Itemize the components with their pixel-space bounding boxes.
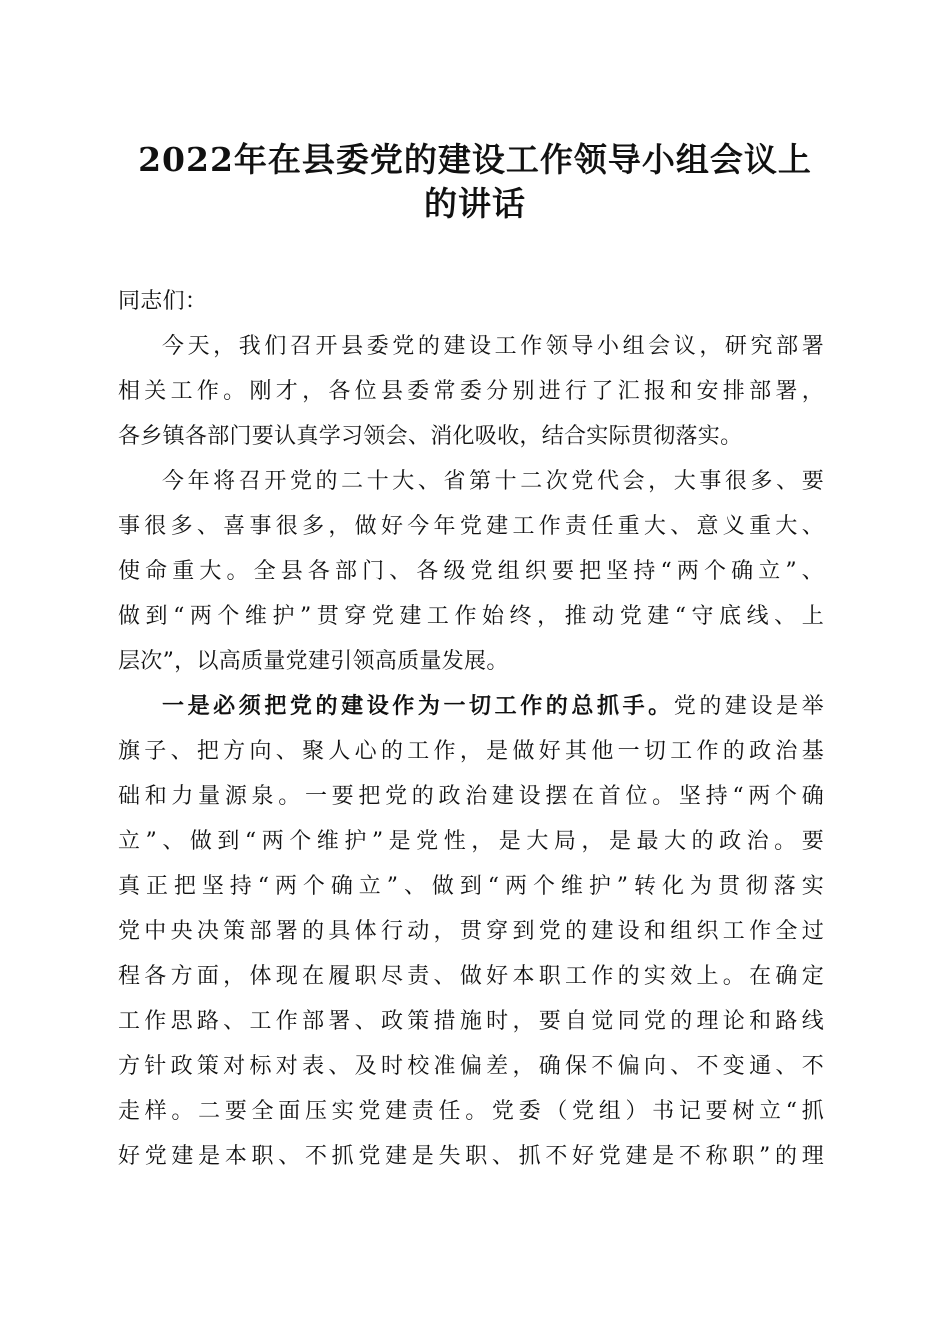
paragraph-3-first-rest: 党的建设是举 <box>673 694 824 719</box>
paragraph-3-first-line <box>118 684 824 729</box>
paragraph-1-line: 今天，我们召开县委党的建设工作领导小组会议，研究部署 <box>162 334 824 359</box>
paragraph-3-line: 工作思路、工作部署、政策措施时，要自觉同党的理论和路线 <box>118 1009 824 1034</box>
document-body <box>118 279 824 1179</box>
paragraph-3-line: 础和力量源泉。一要把党的政治建设摆在首位。坚持“两个确 <box>118 784 824 809</box>
paragraph-1-line: 各乡镇各部门要认真学习领会、消化吸收，结合实际贯彻落实。 <box>118 424 743 449</box>
paragraph-3-line: 程各方面，体现在履职尽责、做好本职工作的实效上。在确定 <box>118 964 824 989</box>
paragraph-2-line: 使命重大。全县各部门、各级党组织要把坚持“两个确立”、 <box>118 559 824 584</box>
paragraph-3-line: 方针政策对标对表、及时校准偏差，确保不偏向、不变通、不 <box>118 1054 824 1079</box>
paragraph-2-line: 事很多、喜事很多，做好今年党建工作责任重大、意义重大、 <box>118 514 824 539</box>
paragraph-3-line: 党中央决策部署的具体行动，贯穿到党的建设和组织工作全过 <box>118 919 824 944</box>
paragraph-3-line: 走样。二要全面压实党建责任。党委（党组）书记要树立“抓 <box>118 1099 824 1124</box>
document-title <box>120 138 830 226</box>
paragraph-3-line: 好党建是本职、不抓党建是失职、抓不好党建是不称职”的理 <box>118 1144 824 1169</box>
paragraph-3-line: 立”、做到“两个维护”是党性，是大局，是最大的政治。要 <box>118 829 824 854</box>
paragraph-1-line: 相关工作。刚才，各位县委常委分别进行了汇报和安排部署， <box>118 379 824 404</box>
paragraph-2-line: 做到“两个维护”贯穿党建工作始终，推动党建“守底线、上 <box>118 604 824 629</box>
title-line-2: 的讲话 <box>424 184 526 223</box>
salutation: 同志们： <box>118 289 208 314</box>
title-line-1: 2022年在县委党的建设工作领导小组会议上 <box>138 140 812 179</box>
paragraph-2-line: 今年将召开党的二十大、省第十二次党代会，大事很多、要 <box>162 469 824 494</box>
paragraph-3-line: 旗子、把方向、聚人心的工作，是做好其他一切工作的政治基 <box>118 739 824 764</box>
paragraph-3-lead: 一是必须把党的建设作为一切工作的总抓手。 <box>162 693 674 719</box>
paragraph-2-line: 层次”，以高质量党建引领高质量发展。 <box>118 649 509 674</box>
paragraph-3-line: 真正把坚持“两个确立”、做到“两个维护”转化为贯彻落实 <box>118 874 824 899</box>
